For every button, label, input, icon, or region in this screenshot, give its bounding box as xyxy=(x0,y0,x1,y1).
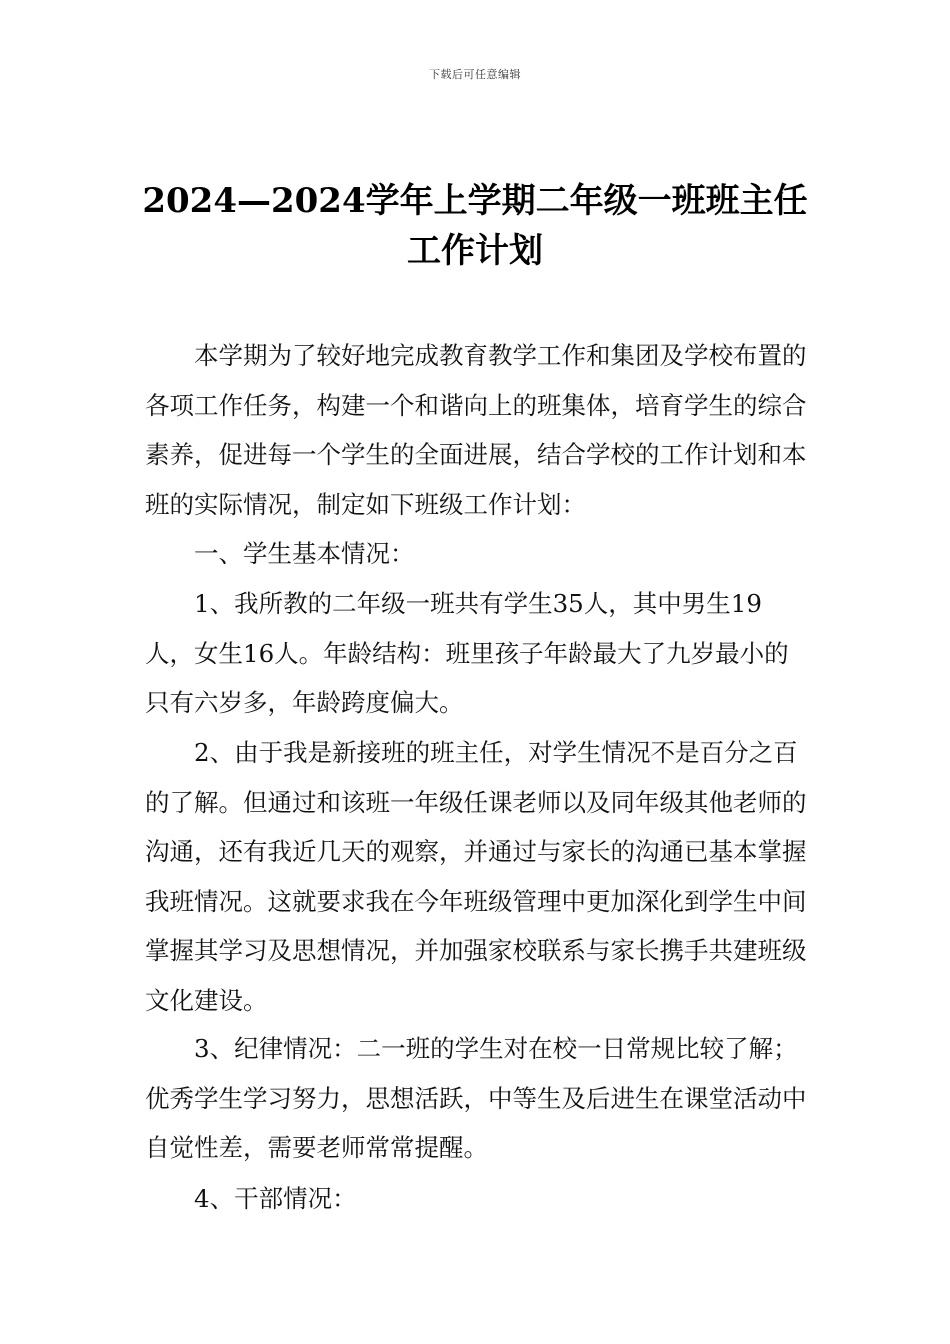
body-paragraph-item-2 xyxy=(145,728,810,1025)
paragraph-text: 本学期为了较好地完成教育教学工作和集团及学校布置的各项工作任务，构建一个和谐向上的班集体，培育学生的综合素养，促进每一个学生的全面进展，结合学校的工作计划和本班的实际情况，制定如下班级工作计划： xyxy=(145,341,807,519)
paragraph-text: 1、我所教的二年级一班共有学生35人，其中男生19人，女生16人。年龄结构：班里孩子年龄最大了九岁最小的只有六岁多，年龄跨度偏大。 xyxy=(145,589,789,717)
document-title-line-2: 工作计划 xyxy=(407,231,543,271)
paragraph-text: 4、干部情况： xyxy=(194,1184,357,1213)
body-paragraph-item-3 xyxy=(145,1024,810,1173)
body-paragraph-item-4 xyxy=(145,1174,810,1224)
header-note: 下载后可任意编辑 xyxy=(429,68,521,81)
body-paragraph-section-1-heading xyxy=(145,529,810,579)
section-heading: 一、学生基本情况： xyxy=(194,539,415,568)
paragraph-text: 2、由于我是新接班的班主任，对学生情况不是百分之百的了解。但通过和该班一年级任课老师以及同年级其他老师的沟通，还有我近几天的观察，并通过与家长的沟通已基本掌握我班情况。这就要求我在今年班级管理中更加深化到学生中间掌握其学习及思想情况，并加强家校联系与家长携手共建班级文化建设。 xyxy=(145,738,807,1015)
body-paragraph-item-1 xyxy=(145,579,810,728)
paragraph-text: 3、纪律情况：二一班的学生对在校一日常规比较了解；优秀学生学习努力，思想活跃，中等生及后进生在课堂活动中自觉性差，需要老师常常提醒。 xyxy=(145,1034,807,1162)
body-paragraph-intro xyxy=(145,331,810,529)
document-title-line-1: 2024—2024学年上学期二年级一班班主任 xyxy=(142,181,808,221)
